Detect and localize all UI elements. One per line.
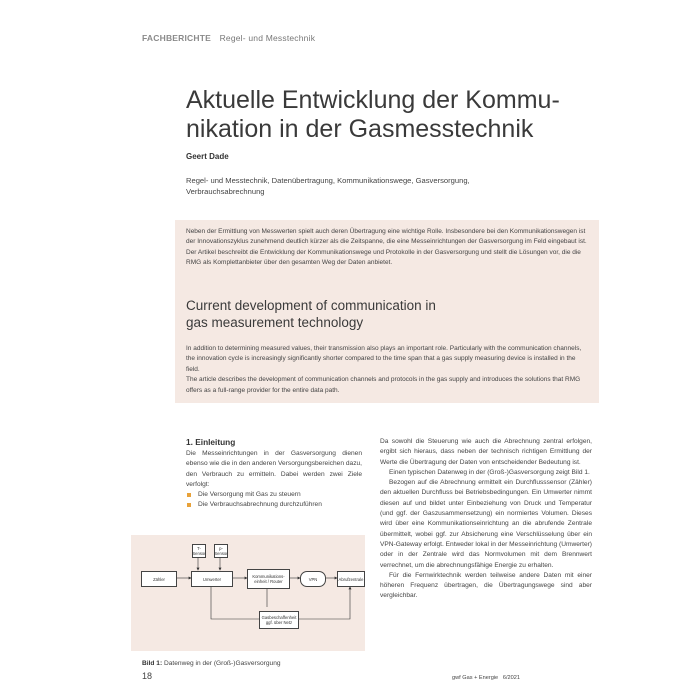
node-p-sensor: p-Sensor <box>214 546 228 556</box>
abstract-english: In addition to determining measured values, their transmission also plays an important role. Particularly with the communication channels, the innovation cycle is increasingly significantly shorter compared to the time span that a gas supply measuring device is installed in the field. The article describes the development of communication channels and protocols in the gas supply and introduces the solutions that RMG offers as a full-range provider for the entire data path. <box>186 345 582 394</box>
paragraph: Da sowohl die Steuerung wie auch die Abrechnung zentral erfolgen, ergibt sich hieraus, dass neben der technisch richtigen Ermittlung der Werte die Übertragung der Daten von entscheidender Bedeutung ist. <box>380 438 592 466</box>
node-t-sensor: T-Sensor <box>192 546 206 556</box>
abstract-german: Neben der Ermittlung von Messwerten spielt auch deren Übertragung eine wichtige Rolle. Insbesondere bei den Kommunikationswegen ist der Innovationszyklus zunehmend deutlich kürzer als die Zeitspanne, die eine Messeinrichtungen der Gasversorgung im Feld eingebaut ist. Der Artikel beschreibt die Entwicklung der Kommunikationswege und Protokolle in der Gasversorgung und stellt die Lösungen vor, die die RMG als Komplettanbieter über den gesamten Weg der Daten anbietet. <box>186 228 587 267</box>
right-column <box>380 437 592 602</box>
paragraph: Bezogen auf die Abrechnung ermittelt ein Durchflusssensor (Zähler) den aktuellen Durchfluss bei Betriebsbedingungen. Ein Umwerter nimmt diesen auf und bildet unter Einbeziehung von Druck und Temperatur (und ggf. der Gaszusammensetzung) ein normiertes Volumen. Dieses wird über eine Kommunikationseinrichtung an die abrufende Zentrale übermittelt, wobei ggf. zur Absicherung eine Verschlüsselung über ein VPN-Gateway erfolgt. Entweder lokal in der Messeinrichtung (Umwerter) oder in der Zentrale wird das Normvolumen mit dem Brennwert verrechnet, um die abrechnungsfähige Energie zu erhalten. <box>380 479 592 569</box>
section-heading: 1. Einleitung <box>186 437 236 447</box>
data-path-diagram <box>131 535 365 651</box>
left-column <box>186 437 362 511</box>
goal-list <box>186 490 362 511</box>
header-kicker: FACHBERICHTE <box>142 33 211 43</box>
section-intro: Die Messeinrichtungen in der Gasversorgung dienen ebenso wie die in den anderen Versorgungsbereichen dazu, den Verbrauch zu ermitteln. Dabei werden zwei Ziele verfolgt: <box>186 450 362 488</box>
list-item: Die Versorgung mit Gas zu steuern <box>186 490 362 500</box>
bullet-square-icon <box>187 503 191 507</box>
node-umwerter: Umwerter <box>191 571 233 587</box>
page-number: 18 <box>142 671 153 681</box>
node-gasbeschaffenheit: Gasbeschaffenheit ggf. über Netz <box>259 611 299 629</box>
bullet-square-icon <box>187 493 191 497</box>
paragraph: Für die Fernwirktechnik werden teilweise andere Daten mit einer höheren Frequenz übertragen, die Übertragungswege sind aber vergleichbar. <box>380 571 592 600</box>
running-header <box>142 33 315 43</box>
node-zaehler: Zähler <box>141 571 177 587</box>
author: Geert Dade <box>186 152 229 161</box>
figure-panel <box>131 535 365 651</box>
journal-footer: gwf Gas + Energie 6/2021 <box>452 675 520 681</box>
english-title: Current development of communication in gas measurement technology <box>186 298 436 330</box>
paragraph: Einen typischen Datenweg in der (Groß-)Gasversorgung zeigt Bild 1. <box>389 468 590 476</box>
list-item: Die Verbrauchsabrechnung durchzuführen <box>186 500 362 510</box>
node-router: Kommunikations-einheit / Router <box>247 569 290 589</box>
keywords: Regel- und Messtechnik, Datenübertragung, Kommunikationswege, Gasversorgung, Verbrauchsabrechnung <box>186 176 470 196</box>
header-section: Regel- und Messtechnik <box>219 33 316 43</box>
node-vpn: VPN <box>300 571 326 587</box>
node-abrufzentrale: Abrufzentrale <box>337 571 365 587</box>
figure-caption: Bild 1: Datenweg in der (Groß-)Gasversorgung <box>142 660 281 667</box>
article-title: Aktuelle Entwicklung der Kommu- nikation in der Gasmesstechnik <box>186 86 560 143</box>
